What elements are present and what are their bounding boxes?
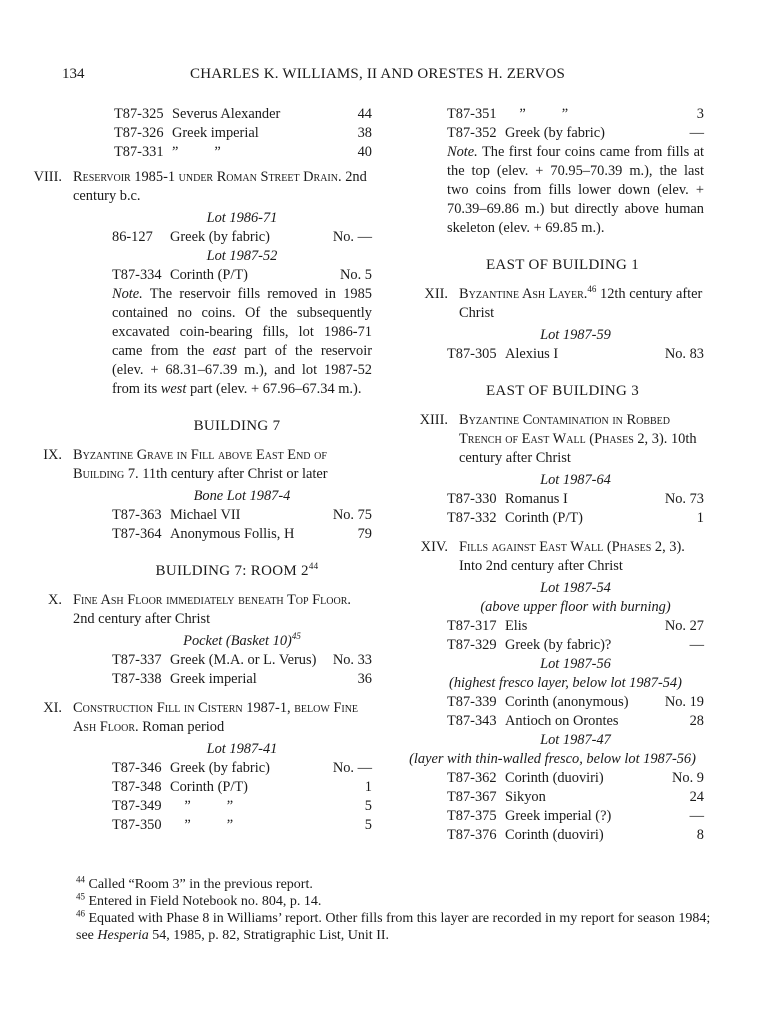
catalogue-ref: No. — [332, 760, 372, 776]
section-numeral: XI. [43, 700, 62, 716]
section-date: 10th century after Christ [459, 431, 697, 466]
list-item [62, 105, 372, 124]
ditto-marks: ” ” [170, 798, 234, 814]
catalogue-ref: No. 5 [340, 267, 372, 283]
catalogue-ref: 24 [689, 789, 704, 805]
inventory-number: T87-376 [447, 827, 497, 843]
journal-title: Hesperia [97, 928, 149, 943]
inventory-number: T87-363 [112, 507, 162, 523]
inventory-number: T87-350 [112, 817, 162, 833]
section-ix [15, 446, 372, 484]
page-number: 134 [62, 66, 85, 82]
catalogue-ref: No. 19 [664, 694, 704, 710]
catalogue-ref: 79 [357, 526, 372, 542]
list-item [447, 712, 704, 731]
coin-description: Greek (by fabric) [170, 229, 270, 245]
section-numeral: IX. [43, 447, 62, 463]
catalogue-ref: 8 [696, 827, 704, 843]
list-item [112, 670, 372, 689]
inventory-number: T87-332 [447, 510, 497, 526]
section-numeral: X. [48, 592, 62, 608]
section-heading: EAST OF BUILDING 1 [485, 257, 640, 273]
coin-description: Alexius I [505, 346, 559, 362]
coin-description: Corinth (P/T) [505, 510, 583, 526]
inventory-number: T87-338 [112, 671, 162, 687]
footnote-44: $^{44}$ Called “Room 3” in the previous report. [76, 874, 313, 892]
section-xi [15, 699, 372, 737]
section-xiii [401, 411, 704, 468]
section-heading: EAST OF BUILDING 3 [485, 383, 640, 399]
catalogue-ref: 1 [696, 510, 704, 526]
list-item [447, 345, 704, 364]
section-numeral: XIV. [420, 539, 448, 555]
section-title: Fine Ash Floor immediately beneath Top Floor. [73, 592, 351, 608]
inventory-number: T87-334 [112, 267, 162, 283]
inventory-number: T87-325 [114, 106, 164, 122]
list-item [112, 506, 372, 525]
lot-label: Bone Lot 1987-4 [193, 488, 291, 504]
inventory-number: T87-362 [447, 770, 497, 786]
catalogue-ref: 5 [364, 798, 372, 814]
list-item [112, 816, 372, 835]
inventory-number: T87-331 [114, 144, 164, 160]
coin-description: Greek imperial [170, 671, 257, 687]
note-label: Note. [447, 144, 478, 160]
list-item [447, 788, 704, 807]
footnote-ref: 44 [308, 561, 319, 571]
section-title: Reservoir 1985-1 under Roman Street Drain. [73, 169, 342, 185]
list-item [447, 124, 704, 143]
note-label: Note. [112, 286, 143, 302]
list-item [112, 266, 372, 285]
inventory-number: T87-317 [447, 618, 497, 634]
list-item [112, 759, 372, 778]
note-paragraph: Note. The reservoir fills removed in 1985 contained no coins. Of the subsequently excavated coin-bearing fills, lot 1986-71 came from the east part of the reservoir (elev. + 68.31–67.39 m.), and lot 1987-52 from its west part (elev. + 67.96–67.34 m.). [112, 286, 372, 397]
list-item [447, 490, 704, 509]
section-date: 2nd century after Christ [73, 611, 211, 627]
list-item [112, 797, 372, 816]
section-date: 11th century after Christ or later [142, 466, 328, 482]
ditto-marks: ” ” [170, 817, 234, 833]
list-item [447, 105, 704, 124]
coin-description: Michael VII [170, 507, 241, 523]
section-title: Byzantine Ash Layer. [459, 286, 588, 302]
list-item [447, 617, 704, 636]
inventory-number: T87-351 [447, 106, 497, 122]
lot-context: (layer with thin-walled fresco, below lot 1987-56) [409, 751, 696, 767]
note-paragraph: Note. The first four coins came from fills at the top (elev. + 70.95–70.39 m.), the last two coins from fills lower down (elev. + 70.39–69.86 m.) but directly above human skeleton (elev. + 69.85 m.). [447, 144, 704, 236]
list-item [447, 636, 704, 655]
inventory-number: T87-349 [112, 798, 162, 814]
lot-label: Lot 1987-47 [540, 732, 611, 748]
inventory-number: T87-329 [447, 637, 497, 653]
section-date: 12th century after Christ [459, 286, 703, 321]
coin-description: Anonymous Follis, H [170, 526, 295, 542]
catalogue-ref: — [689, 125, 704, 141]
inventory-number: T87-352 [447, 125, 497, 141]
coin-description: Greek imperial [172, 125, 259, 141]
coin-description: Sikyon [505, 789, 546, 805]
section-date: 2nd century b.c. [73, 169, 367, 204]
coin-description: Corinth (P/T) [170, 779, 248, 795]
catalogue-ref: No. 83 [664, 346, 704, 362]
section-title: Byzantine Contamination in Robbed Trench of East Wall (Phases 2, 3). [459, 412, 670, 447]
inventory-number: T87-367 [447, 789, 497, 805]
footnote-45: $^{45}$ Entered in Field Notebook no. 804, p. 14. [76, 891, 322, 909]
section-viii [15, 168, 372, 206]
list-item [62, 124, 372, 143]
section-numeral: VIII. [33, 169, 62, 185]
inventory-number: T87-339 [447, 694, 497, 710]
footnote-ref: 45 [291, 631, 301, 642]
inventory-number: T87-343 [447, 713, 497, 729]
section-date: Into 2nd century after Christ [459, 558, 623, 574]
list-item [112, 778, 372, 797]
lot-label: Lot 1987-59 [540, 327, 611, 343]
catalogue-ref: 3 [696, 106, 704, 122]
inventory-number: T87-326 [114, 125, 164, 141]
list-item [447, 509, 704, 528]
list-item [112, 651, 372, 670]
footnote-46: $^{46}$ Equated with Phase 8 in Williams’ report. Other fills from this layer are recorded in my report for season 1984; see Hesperia 54, 1985, p. 82, Stratigraphic List, Unit II. [76, 908, 711, 943]
list-item [447, 693, 704, 712]
coin-description: Greek (by fabric) [505, 125, 605, 141]
section-numeral: XII. [424, 286, 448, 302]
coin-description: Elis [505, 618, 528, 634]
coin-description: Greek (M.A. or L. Verus) [170, 652, 317, 668]
inventory-number: T87-375 [447, 808, 497, 824]
running-title: CHARLES K. WILLIAMS, II AND ORESTES H. ZERVOS [190, 66, 566, 82]
coin-description: Greek imperial (?) [505, 808, 612, 824]
lot-label: Lot 1987-54 [540, 580, 611, 596]
inventory-number: T87-364 [112, 526, 162, 542]
catalogue-ref: — [689, 808, 704, 824]
coin-description: Romanus I [505, 491, 568, 507]
lot-context: (highest fresco layer, below lot 1987-54) [449, 675, 682, 691]
ditto-marks: ” ” [172, 144, 221, 160]
catalogue-ref: 40 [357, 144, 372, 160]
catalogue-ref: 44 [357, 106, 372, 122]
inventory-number: T87-330 [447, 491, 497, 507]
section-date: Roman period [142, 719, 225, 735]
catalogue-ref: — [689, 637, 704, 653]
section-heading: BUILDING 7: ROOM $2^{44}$ [155, 561, 319, 579]
coin-description: Corinth (P/T) [170, 267, 248, 283]
inventory-number: 86-127 [112, 229, 153, 245]
coin-description: Corinth (anonymous) [505, 694, 629, 710]
catalogue-ref: No. 9 [672, 770, 704, 786]
catalogue-ref: 38 [357, 125, 372, 141]
catalogue-ref: 36 [357, 671, 372, 687]
coin-description: Greek (by fabric)? [505, 637, 612, 653]
lot-label: Lot 1987-64 [540, 472, 611, 488]
lot-label: Lot 1987-56 [540, 656, 611, 672]
catalogue-ref: No. — [332, 229, 372, 245]
list-item [112, 525, 372, 544]
left-column [33, 105, 372, 835]
lot-context: (above upper floor with burning) [480, 599, 671, 615]
coin-description: Corinth (duoviri) [505, 770, 604, 786]
section-title: Fills against East Wall (Phases 2, 3). [459, 539, 685, 555]
section-title: Byzantine Grave in Fill above East End of Building 7. [73, 447, 327, 482]
section-title: Construction Fill in Cistern 1987-1, below Fine Ash Floor. [73, 700, 359, 735]
footnote-ref: 46 [587, 284, 597, 295]
list-item [112, 228, 372, 247]
lot-label: Pocket (Basket 10)$^{45}$ [183, 631, 301, 649]
lot-label: Lot 1986-71 [206, 210, 278, 226]
ditto-marks: ” ” [505, 106, 569, 122]
section-heading: BUILDING 7 [193, 418, 281, 434]
catalogue-ref: 5 [364, 817, 372, 833]
catalogue-ref: No. 73 [664, 491, 704, 507]
list-item [62, 143, 372, 162]
inventory-number: T87-348 [112, 779, 162, 795]
catalogue-ref: No. 75 [332, 507, 372, 523]
catalogue-ref: 28 [689, 713, 704, 729]
inventory-number: T87-305 [447, 346, 497, 362]
lot-label: Lot 1987-52 [206, 248, 278, 264]
inventory-number: T87-346 [112, 760, 162, 776]
list-item [447, 826, 704, 845]
coin-description: Greek (by fabric) [170, 760, 270, 776]
coin-description: Corinth (duoviri) [505, 827, 604, 843]
lot-label: Lot 1987-41 [206, 741, 278, 757]
inventory-number: T87-337 [112, 652, 162, 668]
catalogue-ref: 1 [364, 779, 372, 795]
list-item [447, 807, 704, 826]
catalogue-ref: No. 27 [664, 618, 704, 634]
section-xii [401, 285, 704, 323]
section-x [15, 591, 372, 629]
catalogue-ref: No. 33 [332, 652, 372, 668]
coin-description: Antioch on Orontes [505, 713, 619, 729]
section-xiv [401, 538, 704, 576]
footnotes [62, 876, 712, 944]
list-item [447, 769, 704, 788]
right-column [401, 105, 704, 845]
coin-description: Severus Alexander [172, 106, 281, 122]
section-numeral: XIII. [419, 412, 448, 428]
